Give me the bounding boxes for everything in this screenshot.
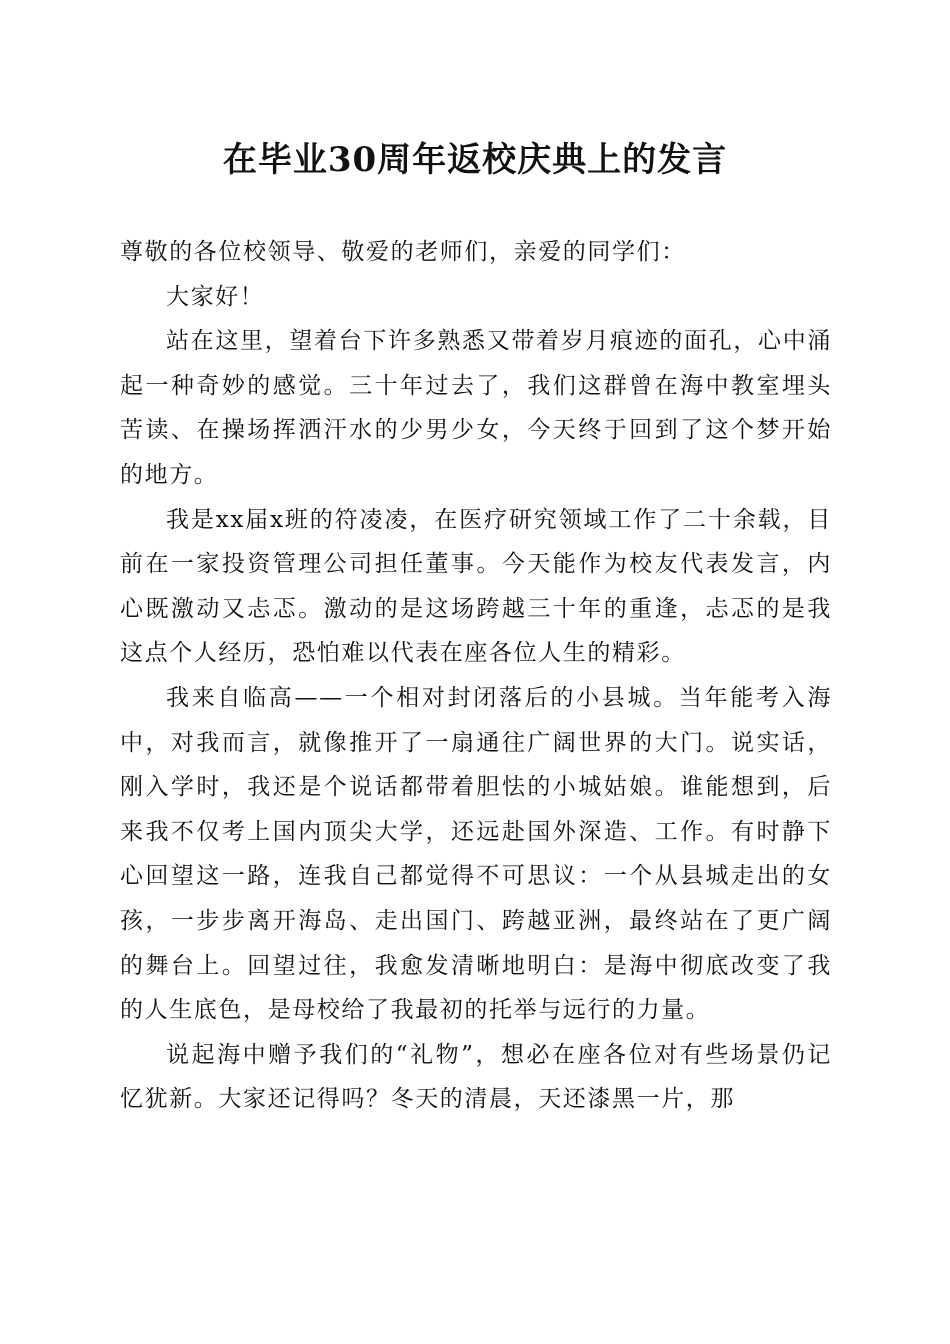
- salutation-paragraph: 尊敬的各位校领导、敬爱的老师们，亲爱的同学们：: [120, 239, 686, 265]
- body-paragraph: 我是xx届x班的符凌凌，在医疗研究领域工作了二十余载，目前在一家投资管理公司担任董事。今天能作为校友代表发言，内心既激动又忐忑。激动的是这场跨越三十年的重逢，忐忑的是我这点个人经历，恐怕难以代表在座各位人生的精彩。: [120, 506, 832, 667]
- document-title: 在毕业30周年返校庆典上的发言: [222, 140, 728, 180]
- body-paragraph: 说起海中赠予我们的“礼物”，想必在座各位对有些场景仍记忆犹新。大家还记得吗？冬天的清晨，天还漆黑一片，那: [120, 1041, 832, 1113]
- greeting-paragraph: 大家好！: [166, 283, 265, 310]
- speech-body: [120, 230, 832, 1122]
- body-paragraph: 我来自临高——一个相对封闭落后的小县城。当年能考入海中，对我而言，就像推开了一扇通往广阔世界的大门。说实话，刚入学时，我还是个说话都带着胆怯的小城姑娘。谁能想到，后来我不仅考上国内顶尖大学，还远赴国外深造、工作。有时静下心回望这一路，连我自己都觉得不可思议：一个从县城走出的女孩，一步步离开海岛、走出国门、跨越亚洲，最终站在了更广阔的舞台上。回望过往，我愈发清晰地明白：是海中彻底改变了我的人生底色，是母校给了我最初的托举与远行的力量。: [120, 684, 832, 1024]
- body-paragraph: 站在这里，望着台下许多熟悉又带着岁月痕迹的面孔，心中涌起一种奇妙的感觉。三十年过去了，我们这群曾在海中教室埋头苦读、在操场挥洒汗水的少男少女，今天终于回到了这个梦开始的地方。: [120, 328, 832, 488]
